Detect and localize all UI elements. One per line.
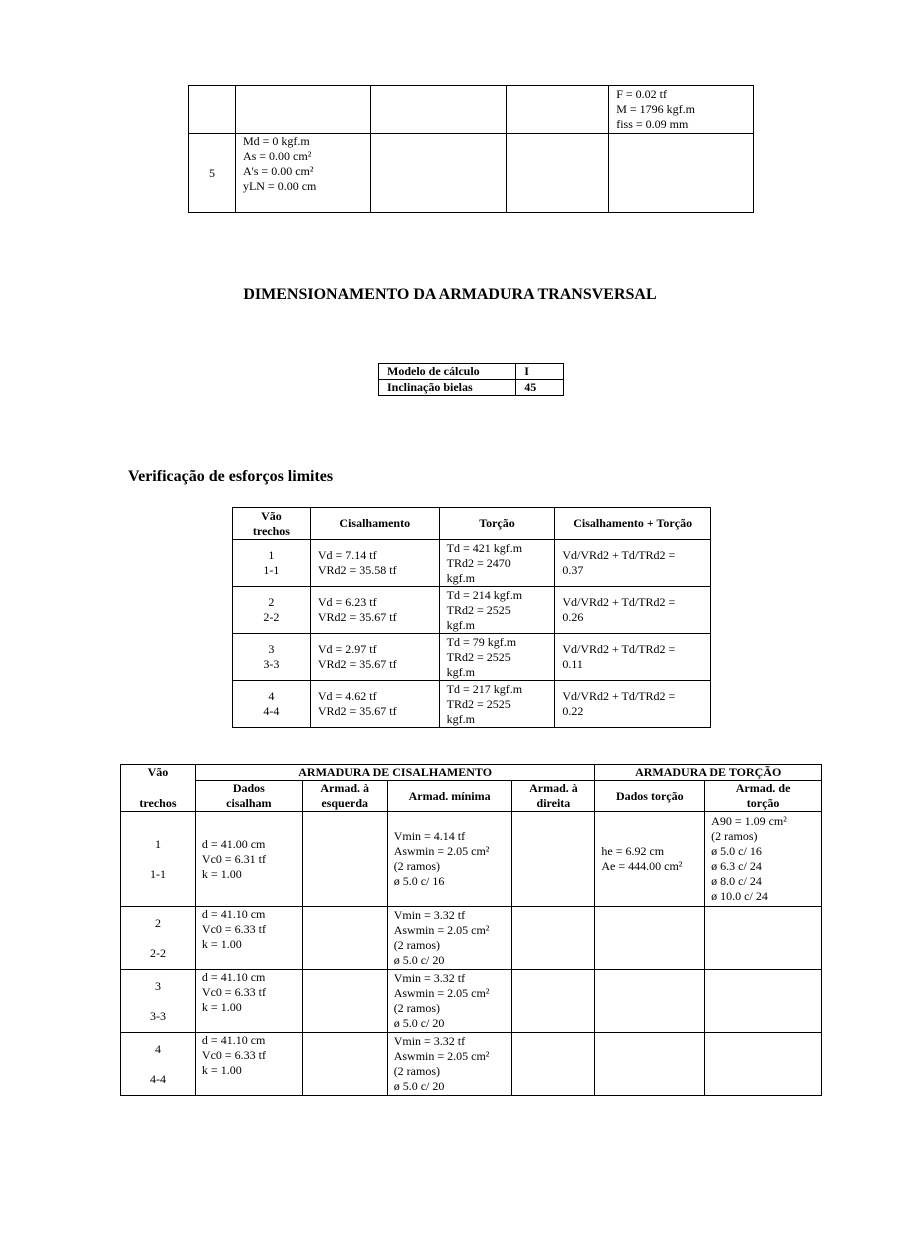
table-cell: [189, 86, 236, 134]
torsion-rebar-cell: [705, 1033, 822, 1096]
table-row: [121, 907, 822, 970]
column-header: Vão trechos: [233, 508, 311, 540]
table-row: [233, 540, 711, 587]
left-rebar-cell: [302, 812, 387, 907]
column-header: Torção: [439, 508, 555, 540]
torsion-rebar-cell: [705, 970, 822, 1033]
right-rebar-cell: [512, 970, 595, 1033]
shear-data-cell: d = 41.00 cm Vc0 = 6.31 tf k = 1.00: [195, 812, 302, 907]
shear-group-header: ARMADURA DE CISALHAMENTO: [195, 765, 594, 781]
column-header: Cisalhamento + Torção: [555, 508, 711, 540]
table-cell: [235, 86, 370, 134]
shear-data-cell: d = 41.10 cm Vc0 = 6.33 tf k = 1.00: [195, 1033, 302, 1096]
torsion-cell: Td = 217 kgf.m TRd2 = 2525 kgf.m: [439, 681, 555, 728]
span-cell: 3 3-3: [121, 970, 196, 1033]
min-rebar-cell: Vmin = 4.14 tf Aswmin = 2.05 cm² (2 ramos) ø 5.0 c/ 16: [387, 812, 512, 907]
span-cell: 4 4-4: [121, 1033, 196, 1096]
column-header: Armad. à direita: [512, 781, 595, 812]
table-row: [233, 634, 711, 681]
combined-cell: Vd/VRd2 + Td/TRd2 = 0.11: [555, 634, 711, 681]
column-header: Dados torção: [595, 781, 705, 812]
torsion-rebar-cell: [705, 907, 822, 970]
torsion-rebar-cell: A90 = 1.09 cm² (2 ramos) ø 5.0 c/ 16 ø 6.3 c/ 24 ø 8.0 c/ 24 ø 10.0 c/ 24: [705, 812, 822, 907]
shear-cell: Vd = 6.23 tf VRd2 = 35.67 tf: [310, 587, 439, 634]
table-cell: Md = 0 kgf.m As = 0.00 cm² A's = 0.00 cm² yLN = 0.00 cm: [235, 134, 370, 213]
section-title: Verificação de esforços limites: [128, 468, 334, 485]
span-cell: 4 4-4: [233, 681, 311, 728]
span-cell: 2 2-2: [121, 907, 196, 970]
torsion-cell: Td = 214 kgf.m TRd2 = 2525 kgf.m: [439, 587, 555, 634]
right-rebar-cell: [512, 907, 595, 970]
strut-inclination-value: 45: [516, 380, 564, 396]
shear-data-cell: d = 41.10 cm Vc0 = 6.33 tf k = 1.00: [195, 970, 302, 1033]
min-rebar-cell: Vmin = 3.32 tf Aswmin = 2.05 cm² (2 ramos) ø 5.0 c/ 20: [387, 970, 512, 1033]
limits-table: [232, 507, 711, 728]
column-header: Armad. à esquerda: [302, 781, 387, 812]
shear-cell: Vd = 7.14 tf VRd2 = 35.58 tf: [310, 540, 439, 587]
table-row: [233, 587, 711, 634]
transverse-rebar-table: [120, 764, 822, 1096]
table-cell: [507, 86, 609, 134]
table-cell: [370, 134, 507, 213]
table-cell: [609, 134, 754, 213]
table-header-row: [121, 765, 822, 781]
torsion-cell: Td = 79 kgf.m TRd2 = 2525 kgf.m: [439, 634, 555, 681]
strut-inclination-label: Inclinação bielas: [379, 380, 516, 396]
table-cell: F = 0.02 tf M = 1796 kgf.m fiss = 0.09 mm: [609, 86, 754, 134]
table-header-row: [121, 781, 822, 812]
right-rebar-cell: [512, 812, 595, 907]
shear-data-cell: d = 41.10 cm Vc0 = 6.33 tf k = 1.00: [195, 907, 302, 970]
table-cell: [507, 134, 609, 213]
torsion-data-cell: he = 6.92 cm Ae = 444.00 cm²: [595, 812, 705, 907]
table-row: [379, 364, 564, 380]
left-rebar-cell: [302, 1033, 387, 1096]
right-rebar-cell: [512, 1033, 595, 1096]
calc-model-value: I: [516, 364, 564, 380]
table-row: [379, 380, 564, 396]
calc-model-label: Modelo de cálculo: [379, 364, 516, 380]
torsion-group-header: ARMADURA DE TORÇÃO: [595, 765, 822, 781]
column-header: Dados cisalham: [195, 781, 302, 812]
combined-cell: Vd/VRd2 + Td/TRd2 = 0.26: [555, 587, 711, 634]
shear-cell: Vd = 2.97 tf VRd2 = 35.67 tf: [310, 634, 439, 681]
column-header: Armad. mínima: [387, 781, 512, 812]
span-cell: 3 3-3: [233, 634, 311, 681]
combined-cell: Vd/VRd2 + Td/TRd2 = 0.22: [555, 681, 711, 728]
page-title: DIMENSIONAMENTO DA ARMADURA TRANSVERSAL: [243, 286, 657, 303]
torsion-data-cell: [595, 970, 705, 1033]
shear-cell: Vd = 4.62 tf VRd2 = 35.67 tf: [310, 681, 439, 728]
table-row: [121, 812, 822, 907]
table-row: [189, 134, 754, 213]
span-cell: 1 1-1: [121, 812, 196, 907]
min-rebar-cell: Vmin = 3.32 tf Aswmin = 2.05 cm² (2 ramos) ø 5.0 c/ 20: [387, 1033, 512, 1096]
column-header: Armad. de torção: [705, 781, 822, 812]
table-row: [189, 86, 754, 134]
left-rebar-cell: [302, 907, 387, 970]
table-row: [121, 1033, 822, 1096]
span-header: Vão: [121, 765, 196, 781]
column-header: Cisalhamento: [310, 508, 439, 540]
combined-cell: Vd/VRd2 + Td/TRd2 = 0.37: [555, 540, 711, 587]
flexure-results-table: [188, 85, 754, 213]
span-cell: 1 1-1: [233, 540, 311, 587]
calc-model-table: [378, 363, 564, 396]
table-row: [233, 681, 711, 728]
table-cell: 5: [189, 134, 236, 213]
span-cell: 2 2-2: [233, 587, 311, 634]
torsion-data-cell: [595, 1033, 705, 1096]
torsion-data-cell: [595, 907, 705, 970]
span-sub-header: trechos: [121, 781, 196, 812]
min-rebar-cell: Vmin = 3.32 tf Aswmin = 2.05 cm² (2 ramos) ø 5.0 c/ 20: [387, 907, 512, 970]
table-header-row: [233, 508, 711, 540]
left-rebar-cell: [302, 970, 387, 1033]
table-row: [121, 970, 822, 1033]
table-cell: [370, 86, 507, 134]
torsion-cell: Td = 421 kgf.m TRd2 = 2470 kgf.m: [439, 540, 555, 587]
